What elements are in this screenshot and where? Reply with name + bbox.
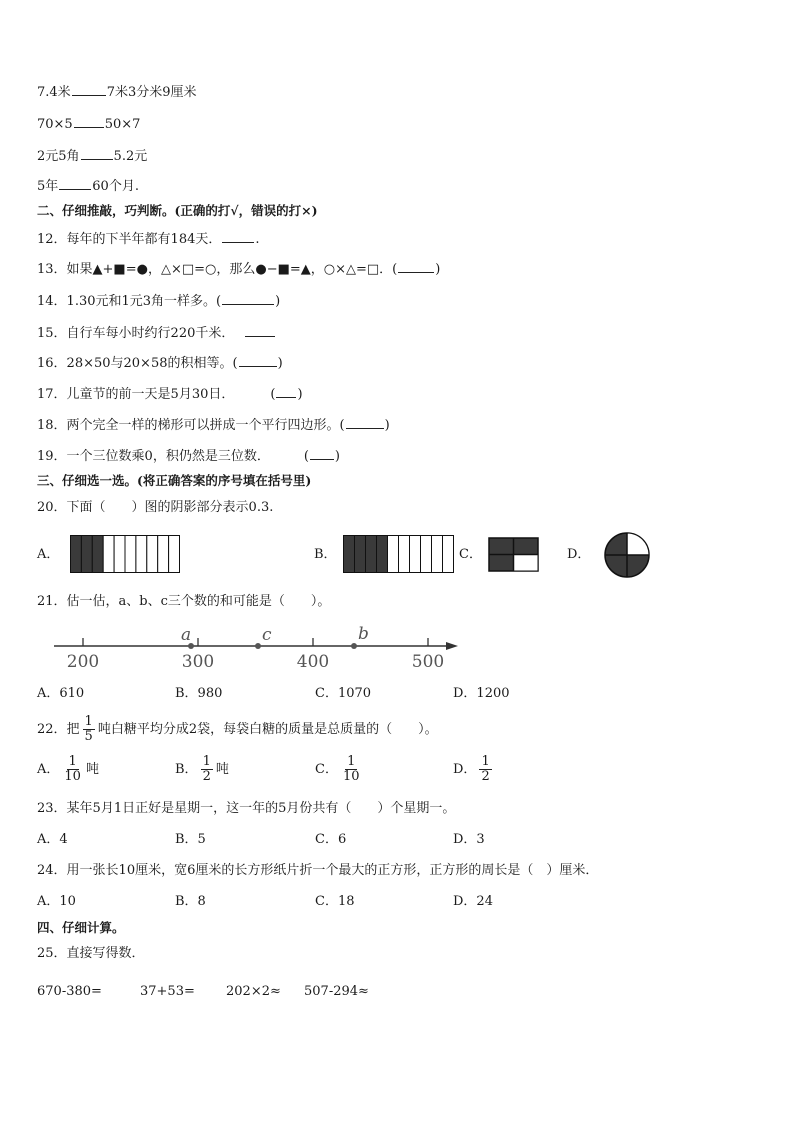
unit: 吨 [85, 762, 99, 777]
number-line [50, 620, 462, 672]
question-14 [37, 292, 280, 310]
arrow-right-icon [446, 642, 458, 650]
point-c [255, 643, 261, 649]
answer-blank[interactable] [222, 292, 274, 305]
q24-option-d[interactable]: D．24 [453, 894, 493, 909]
calc-item-3: 202×2≈ [226, 984, 281, 999]
tick-label-400: 400 [296, 652, 330, 672]
q23-option-c[interactable]: C．6 [315, 832, 347, 847]
question-13 [37, 260, 440, 278]
compare-line-1 [37, 83, 197, 101]
denominator: 2 [202, 769, 211, 784]
period: . [255, 232, 260, 247]
close-paren: ) [275, 294, 281, 309]
close-paren: ) [435, 262, 441, 277]
q23-option-b[interactable]: B．5 [175, 832, 206, 847]
compare-right: 7米3分米9厘米 [106, 85, 197, 100]
q21-option-d[interactable]: D．1200 [453, 686, 510, 701]
q23-option-a[interactable]: A．4 [37, 832, 68, 847]
compare-right: 5.2元 [113, 149, 148, 164]
compare-left: 2元5角 [37, 149, 80, 164]
answer-blank[interactable] [59, 177, 91, 190]
calc-item-4: 507-294≈ [304, 984, 369, 999]
q24-option-c[interactable]: C．18 [315, 894, 355, 909]
question-21: 21．估一估，a、b、c三个数的和可能是（ ）。 [37, 594, 331, 609]
numerator: 1 [84, 714, 93, 729]
question-text: 15．自行车每小时约行220千米． [37, 326, 235, 341]
numerator: 1 [202, 754, 211, 769]
numerator: 1 [481, 754, 490, 769]
q21-option-a[interactable]: A．610 [37, 686, 85, 701]
tick-label-300: 300 [181, 652, 215, 672]
close-paren: ) [297, 387, 303, 402]
compare-left: 70×5 [37, 117, 73, 132]
denominator: 10 [342, 769, 360, 784]
q22-option-a[interactable] [37, 752, 99, 788]
answer-blank[interactable] [346, 416, 384, 429]
compare-line-4 [37, 177, 139, 195]
question-text: 18．两个完全一样的梯形可以拼成一个平行四边形。( [37, 418, 345, 433]
point-label-b: b [358, 624, 369, 644]
denominator: 2 [481, 769, 490, 784]
calc-item-1: 670-380= [37, 984, 102, 999]
open-paren: ( [270, 387, 276, 402]
question-12 [37, 230, 260, 248]
fraction-one-fifth [83, 715, 95, 744]
q20-figure-c [488, 537, 539, 572]
question-24: 24．用一张长10厘米，宽6厘米的长方形纸片折一个最大的正方形，正方形的周长是（ ）厘米． [37, 863, 599, 878]
tick-label-200: 200 [66, 652, 100, 672]
q20-figure-d [603, 531, 651, 579]
q20-figure-b [343, 535, 455, 574]
compare-line-2 [37, 115, 140, 133]
close-paren: ) [334, 449, 340, 464]
compare-right: 50×7 [104, 117, 141, 132]
answer-blank[interactable] [239, 354, 277, 367]
compare-left: 5年 [37, 179, 59, 194]
denominator: 10 [64, 769, 81, 784]
answer-blank[interactable] [310, 447, 334, 460]
option-label: B． [175, 762, 198, 777]
question-17 [37, 385, 303, 403]
question-text: 14．1.30元和1元3角一样多。( [37, 294, 222, 309]
question-text: 13．如果▲+■=●，△×□=○，那么●−■=▲，○×△=□．( [37, 262, 398, 277]
option-label: A． [37, 762, 60, 777]
answer-blank[interactable] [72, 83, 106, 96]
q22-option-d[interactable] [453, 752, 495, 788]
compare-left: 7.4米 [37, 85, 71, 100]
answer-blank[interactable] [222, 230, 254, 243]
answer-blank[interactable] [398, 260, 434, 273]
q21-option-c[interactable]: C．1070 [315, 686, 372, 701]
fraction [341, 755, 362, 784]
compare-line-3 [37, 147, 147, 165]
option-d-label[interactable]: D． [567, 547, 591, 562]
q24-option-a[interactable]: A．10 [37, 894, 76, 909]
q24-option-b[interactable]: B．8 [175, 894, 206, 909]
option-a-label[interactable]: A． [37, 547, 60, 562]
fraction [201, 755, 213, 784]
point-b [351, 643, 357, 649]
q23-option-d[interactable]: D．3 [453, 832, 485, 847]
question-22 [37, 712, 438, 748]
numerator: 1 [347, 754, 356, 769]
option-label: D． [453, 762, 477, 777]
close-paren: ) [384, 418, 390, 433]
section-heading-3: 三、仔细选一选。(将正确答案的序号填在括号里) [37, 473, 312, 488]
section-heading-2: 二、仔细推敲，巧判断。(正确的打√，错误的打×) [37, 203, 318, 218]
answer-blank[interactable] [276, 385, 296, 398]
question-text: 吨白糖平均分成2袋，每袋白糖的质量是总质量的（ ）。 [97, 722, 438, 737]
option-b-label[interactable]: B． [314, 547, 337, 562]
question-text: 12．每年的下半年都有184天． [37, 232, 222, 247]
question-19 [37, 447, 340, 465]
option-label: C． [315, 762, 338, 777]
answer-blank[interactable] [74, 115, 104, 128]
numerator: 1 [68, 754, 77, 769]
tick-label-500: 500 [411, 652, 445, 672]
question-15 [37, 324, 276, 342]
answer-blank[interactable] [81, 147, 113, 160]
question-text: 16．28×50与20×58的积相等。( [37, 356, 238, 371]
question-text: 22．把 [37, 722, 80, 737]
point-label-c: c [262, 625, 272, 645]
option-c-label[interactable]: C． [459, 547, 482, 562]
question-text: 19．一个三位数乘0，积仍然是三位数． [37, 449, 270, 464]
fraction [62, 755, 83, 784]
open-paren: ( [303, 449, 309, 464]
answer-blank[interactable] [245, 324, 275, 337]
calc-item-2: 37+53= [140, 984, 195, 999]
question-20: 20．下面（ ）图的阴影部分表示0.3. [37, 500, 274, 515]
question-16 [37, 354, 283, 372]
close-paren: ) [277, 356, 283, 371]
question-23: 23．某年5月1日正好是星期一，这一年的5月份共有（ ）个星期一。 [37, 801, 456, 816]
q22-option-c[interactable] [315, 752, 365, 788]
q20-figure-a [70, 535, 180, 574]
denominator: 5 [84, 729, 93, 744]
q22-option-b[interactable] [175, 752, 229, 788]
q21-option-b[interactable]: B．980 [175, 686, 223, 701]
question-18 [37, 416, 390, 434]
section-heading-4: 四、仔细计算。 [37, 920, 125, 935]
question-25: 25．直接写得数． [37, 946, 145, 961]
compare-right: 60个月. [92, 179, 139, 194]
point-label-a: a [181, 625, 192, 645]
question-text: 17．儿童节的前一天是5月30日． [37, 387, 235, 402]
fraction [479, 755, 491, 784]
unit: 吨 [215, 762, 229, 777]
